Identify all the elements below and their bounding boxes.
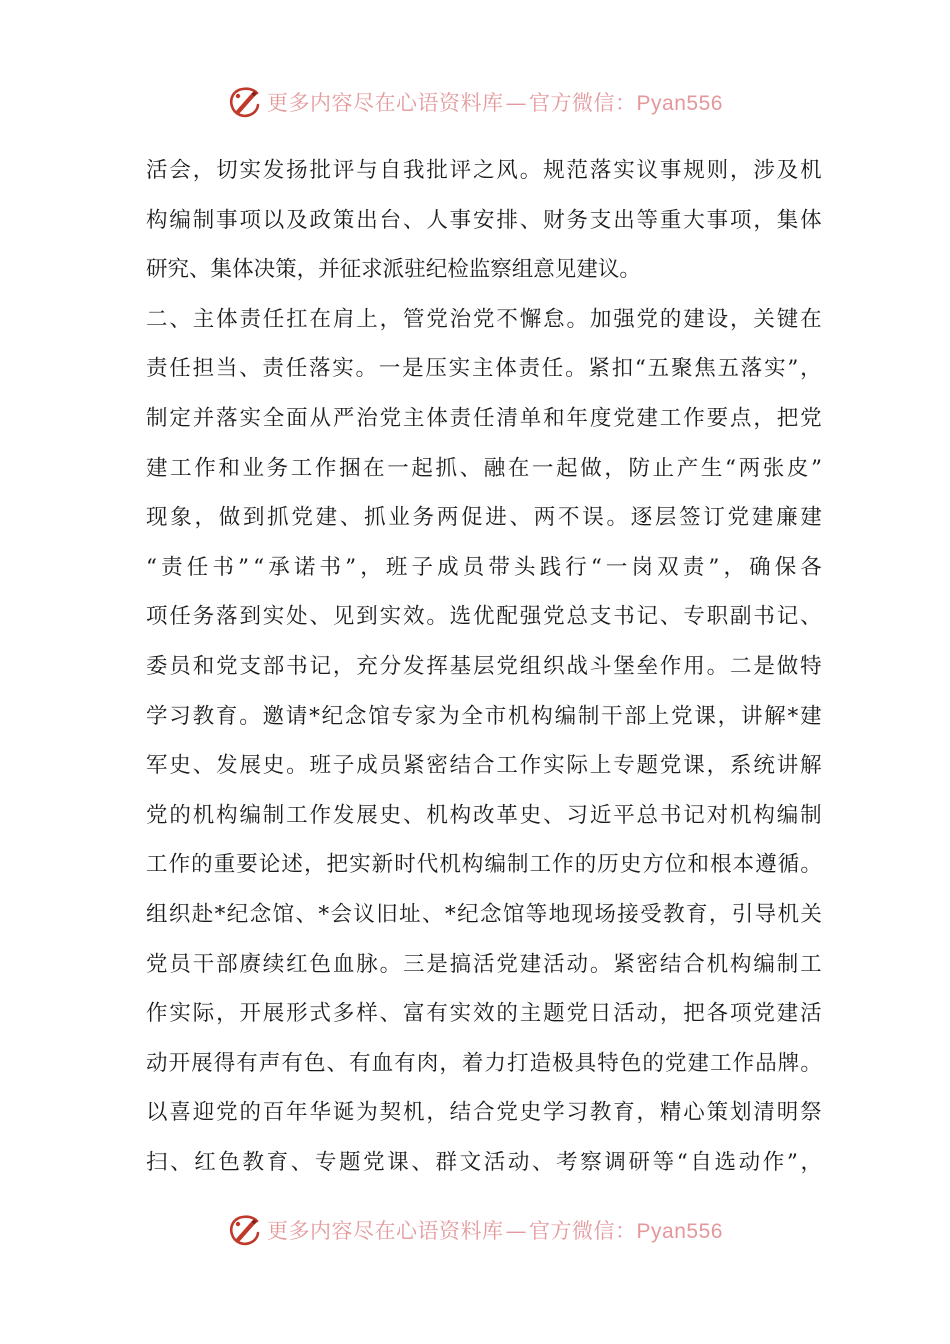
- text-line: 责 任 担 当 、 责 任 落 实 。 一 是 压 实 主 体 责 任 。 紧 扣 “ 五 聚 焦 五 落 实 ” ，: [146, 356, 822, 382]
- text-line: 构 编 制 事 项 以 及 政 策 出 台 、 人 事 安 排 、 财 务 支 出 等 重 大 事 项 ， 集 体: [146, 207, 822, 233]
- red-ink-seal-icon: [227, 1212, 263, 1248]
- text-line: 党 的 机 构 编 制 工 作 发 展 史 、 机 构 改 革 史 、 习 近 平 总 书 记 对 机 构 编 制: [146, 802, 822, 828]
- watermark-main: 更多内容尽在心语资料库: [267, 91, 504, 115]
- text-line: 项 任 务 落 到 实 处 、 见 到 实 效 。 选 优 配 强 党 总 支 书 记 、 专 职 副 书 记 、: [146, 604, 822, 630]
- watermark-separator: —: [505, 91, 528, 115]
- text-line: 组 织 赴 * 纪 念 馆 、 * 会 议 旧 址 、 * 纪 念 馆 等 地 现 场 接 受 教 育 ， 引 导 机 关: [146, 901, 822, 927]
- text-line: 制 定 并 落 实 全 面 从 严 治 党 主 体 责 任 清 单 和 年 度 党 建 工 作 要 点 ， 把 党: [146, 405, 822, 431]
- text-line: 工 作 的 重 要 论 述 ， 把 实 新 时 代 机 构 编 制 工 作 的 历 史 方 位 和 根 本 遵 循 。: [146, 852, 822, 878]
- text-line: 委 员 和 党 支 部 书 记 ， 充 分 发 挥 基 层 党 组 织 战 斗 堡 垒 作 用 。 二 是 做 特: [146, 653, 822, 679]
- watermark-suffix: 官方微信：: [529, 1219, 637, 1243]
- text-line: 作 实 际 ， 开 展 形 式 多 样 、 富 有 实 效 的 主 题 党 日 活 动 ， 把 各 项 党 建 活: [146, 1001, 822, 1027]
- watermark-wechat: Pyan556: [636, 92, 723, 115]
- text-line: 现 象 ， 做 到 抓 党 建 、 抓 业 务 两 促 进 、 两 不 误 。 逐 层 签 订 党 建 廉 建: [146, 505, 822, 531]
- footer-watermark: [0, 1208, 950, 1252]
- watermark-main: 更多内容尽在心语资料库: [267, 1219, 504, 1243]
- text-line: 二 、 主 体 责 任 扛 在 肩 上 ， 管 党 治 党 不 懈 怠 。 加 强 党 的 建 设 ， 关 键 在: [146, 306, 822, 332]
- watermark-text: [267, 1215, 723, 1245]
- document-body: [146, 146, 822, 1187]
- header-watermark: [0, 80, 950, 124]
- watermark-text: [267, 87, 723, 117]
- text-line: 研 究 、 集 体 决 策 ， 并 征 求 派 驻 纪 检 监 察 组 意 见 建 议 。: [146, 257, 641, 283]
- text-line: 军 史 、 发 展 史 。 班 子 成 员 紧 密 结 合 工 作 实 际 上 专 题 党 课 ， 系 统 讲 解: [146, 753, 822, 779]
- text-line: 建 工 作 和 业 务 工 作 捆 在 一 起 抓 、 融 在 一 起 做 ， 防 止 产 生 “ 两 张 皮 ”: [146, 455, 822, 481]
- text-line: 动 开 展 得 有 声 有 色 、 有 血 有 肉 ， 着 力 打 造 极 具 特 色 的 党 建 工 作 品 牌 。: [146, 1050, 822, 1076]
- watermark-separator: —: [505, 1219, 528, 1243]
- watermark-wechat: Pyan556: [636, 1220, 723, 1243]
- red-ink-seal-icon: [227, 84, 263, 120]
- text-line: “ 责 任 书 ” “ 承 诺 书 ” ， 班 子 成 员 带 头 践 行 “ 一 岗 双 责 ” ， 确 保 各: [146, 554, 822, 580]
- text-line: 活 会 ， 切 实 发 扬 批 评 与 自 我 批 评 之 风 。 规 范 落 实 议 事 规 则 ， 涉 及 机: [146, 158, 822, 183]
- text-line: 扫 、 红 色 教 育 、 专 题 党 课 、 群 文 活 动 、 考 察 调 研 等 “ 自 选 动 作 ” ，: [146, 1149, 822, 1175]
- text-line: 党 员 干 部 赓 续 红 色 血 脉 。 三 是 搞 活 党 建 活 动 。 紧 密 结 合 机 构 编 制 工: [146, 951, 822, 977]
- text-line: 以 喜 迎 党 的 百 年 华 诞 为 契 机 ， 结 合 党 史 学 习 教 育 ， 精 心 策 划 清 明 祭: [146, 1100, 822, 1126]
- text-line: 学 习 教 育 。 邀 请 * 纪 念 馆 专 家 为 全 市 机 构 编 制 干 部 上 党 课 ， 讲 解 * 建: [146, 703, 822, 729]
- watermark-suffix: 官方微信：: [529, 91, 637, 115]
